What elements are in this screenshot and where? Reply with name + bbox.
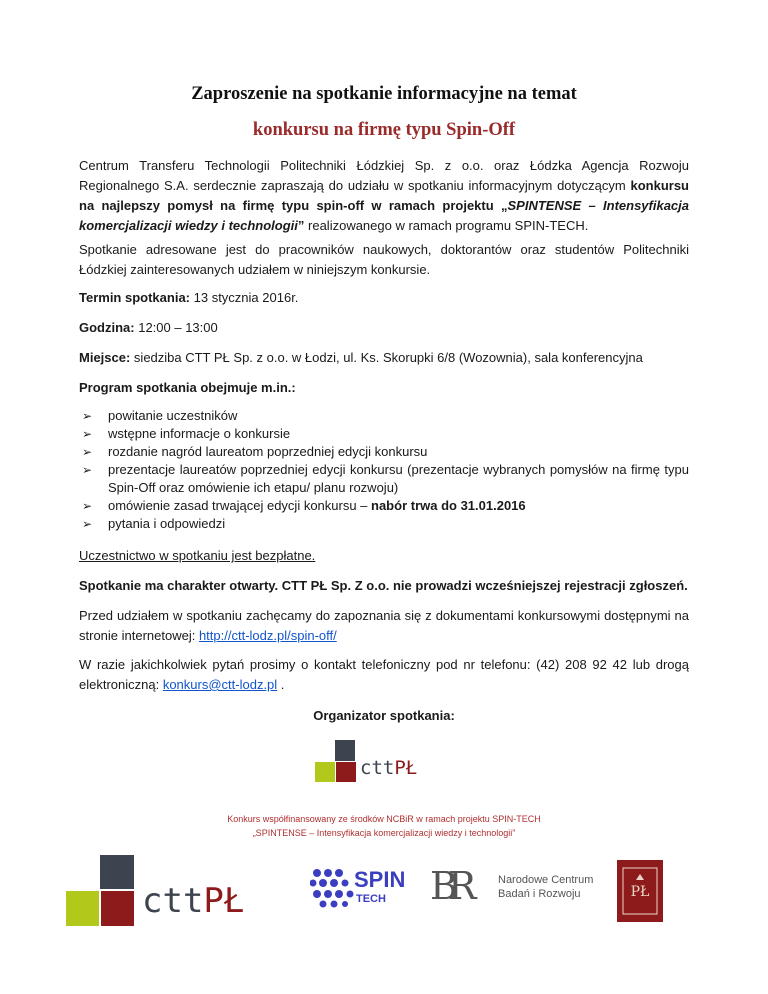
documents-paragraph: Przed udziałem w spotkaniu zachęcamy do zapoznania się z dokumentami konkursowymi dostępnymi na stronie internetowej: http://ctt-lodz.pl/spin-off/: [79, 608, 689, 643]
organizer-heading: Organizator spotkania:: [313, 708, 455, 723]
logo-lime-square: [315, 762, 335, 782]
logo-lime-square: [66, 891, 99, 926]
sponsor-logo-ncbr: [430, 864, 594, 920]
open-notice: Spotkanie ma charakter otwarty. CTT PŁ Sp. Z o.o. nie prowadzi wcześniejszej rejestracji zgłoszeń.: [79, 578, 688, 593]
program-list: [79, 407, 689, 533]
footnote-line-1: Konkurs współfinansowany ze środków NCBiR w ramach projektu SPIN-TECH: [227, 814, 541, 824]
date-line: [79, 288, 689, 308]
arrow-bullet-icon: ➢: [82, 445, 93, 459]
documents-link[interactable]: http://ctt-lodz.pl/spin-off/: [198, 628, 337, 643]
sponsor-logo-spintech: [310, 868, 410, 912]
list-item: ➢ powitanie uczestników: [82, 408, 238, 423]
ncbr-name-line-1: Narodowe Centrum: [498, 874, 594, 886]
list-item: ➢ prezentacje laureatów poprzedniej edycji konkursu (prezentacje wybranych pomysłów na firmę typu Spin-Off oraz omówienie ich etapu/ planu rozwoju): [82, 462, 689, 495]
intro-bold-end: ”: [297, 218, 305, 233]
logo-text: cttPŁ: [142, 881, 245, 921]
audience-paragraph: Spotkanie adresowane jest do pracowników naukowych, doktorantów oraz studentów Politechniki Łódzkiej zainteresowanych udziałem w niniejszym konkursie.: [79, 242, 689, 277]
arrow-bullet-icon: ➢: [82, 517, 93, 531]
sponsor-logo-ctt: [66, 855, 276, 927]
title-line-1: Zaproszenie na spotkanie informacyjne na temat: [191, 84, 577, 104]
date-label: Termin spotkania:: [79, 290, 191, 305]
date-value: 13 stycznia 2016r.: [190, 290, 299, 305]
list-item: ➢ rozdanie nagród laureatom poprzedniej edycji konkursu: [82, 444, 428, 459]
place-label: Miejsce:: [79, 350, 131, 365]
place-line: [79, 348, 689, 368]
time-line: [79, 318, 689, 338]
spin-label: SPIN: [354, 867, 406, 892]
intro-project-name: SPINTENSE – Intensyfikacja komercjalizacji wiedzy i technologii: [79, 198, 689, 233]
logo-gray-square: [335, 740, 355, 761]
sponsor-logo-pl: [617, 860, 663, 922]
spin-dots-icon: [310, 868, 356, 910]
ncbr-mark: BR: [430, 864, 467, 908]
time-value: 12:00 – 13:00: [134, 320, 218, 335]
arrow-bullet-icon: ➢: [82, 427, 93, 441]
logo-red-square: [336, 762, 356, 782]
arrow-bullet-icon: ➢: [82, 499, 93, 513]
time-label: Godzina:: [79, 320, 135, 335]
arrow-bullet-icon: ➢: [82, 409, 93, 423]
list-item: ➢ omówienie zasad trwającej edycji konkursu – nabór trwa do 31.01.2016: [82, 498, 526, 513]
list-item: ➢ wstępne informacje o konkursie: [82, 426, 291, 441]
contact-paragraph: W razie jakichkolwiek pytań prosimy o kontakt telefoniczny pod nr telefonu: (42) 208 92 42 lub drogą elektroniczną: konkurs@ctt-lodz.pl .: [79, 657, 689, 692]
arrow-bullet-icon: ➢: [82, 463, 93, 477]
intro-text-2: realizowanego w ramach programu SPIN-TECH.: [304, 218, 589, 233]
intro-paragraph: [79, 156, 689, 236]
tech-label: TECH: [356, 893, 386, 905]
email-link[interactable]: konkurs@ctt-lodz.pl: [162, 677, 278, 692]
logo-red-square: [101, 891, 134, 926]
intro-text-1: Centrum Transferu Technologii Politechniki Łódzkiej Sp. z o.o. oraz Łódzka Agencja Rozwoju Regionalnego S.A. serdecznie zapraszają do udziału w spotkaniu informacyjnym dotyczącym: [79, 158, 689, 193]
place-value: siedziba CTT PŁ Sp. z o.o. w Łodzi, ul. Ks. Skorupki 6/8 (Wozownia), sala konferencyjna: [130, 350, 643, 365]
program-heading: Program spotkania obejmuje m.in.:: [79, 380, 296, 395]
logo-gray-square: [100, 855, 134, 889]
intro-bold: konkursu na najlepszy pomysł na firmę typu spin-off w ramach projektu „: [79, 178, 689, 213]
organizer-logo: [315, 740, 455, 788]
free-notice: Uczestnictwo w spotkaniu jest bezpłatne.: [79, 548, 316, 563]
title-line-2: konkursu na firmę typu Spin-Off: [252, 120, 516, 140]
pl-mark: PŁ: [630, 884, 650, 900]
list-item: ➢ pytania i odpowiedzi: [82, 516, 226, 531]
footnote-line-2: „SPINTENSE – Intensyfikacja komercjalizacji wiedzy i technologii”: [252, 828, 516, 838]
logo-text: cttPŁ: [360, 757, 418, 779]
ncbr-name-line-2: Badań i Rozwoju: [498, 888, 581, 900]
